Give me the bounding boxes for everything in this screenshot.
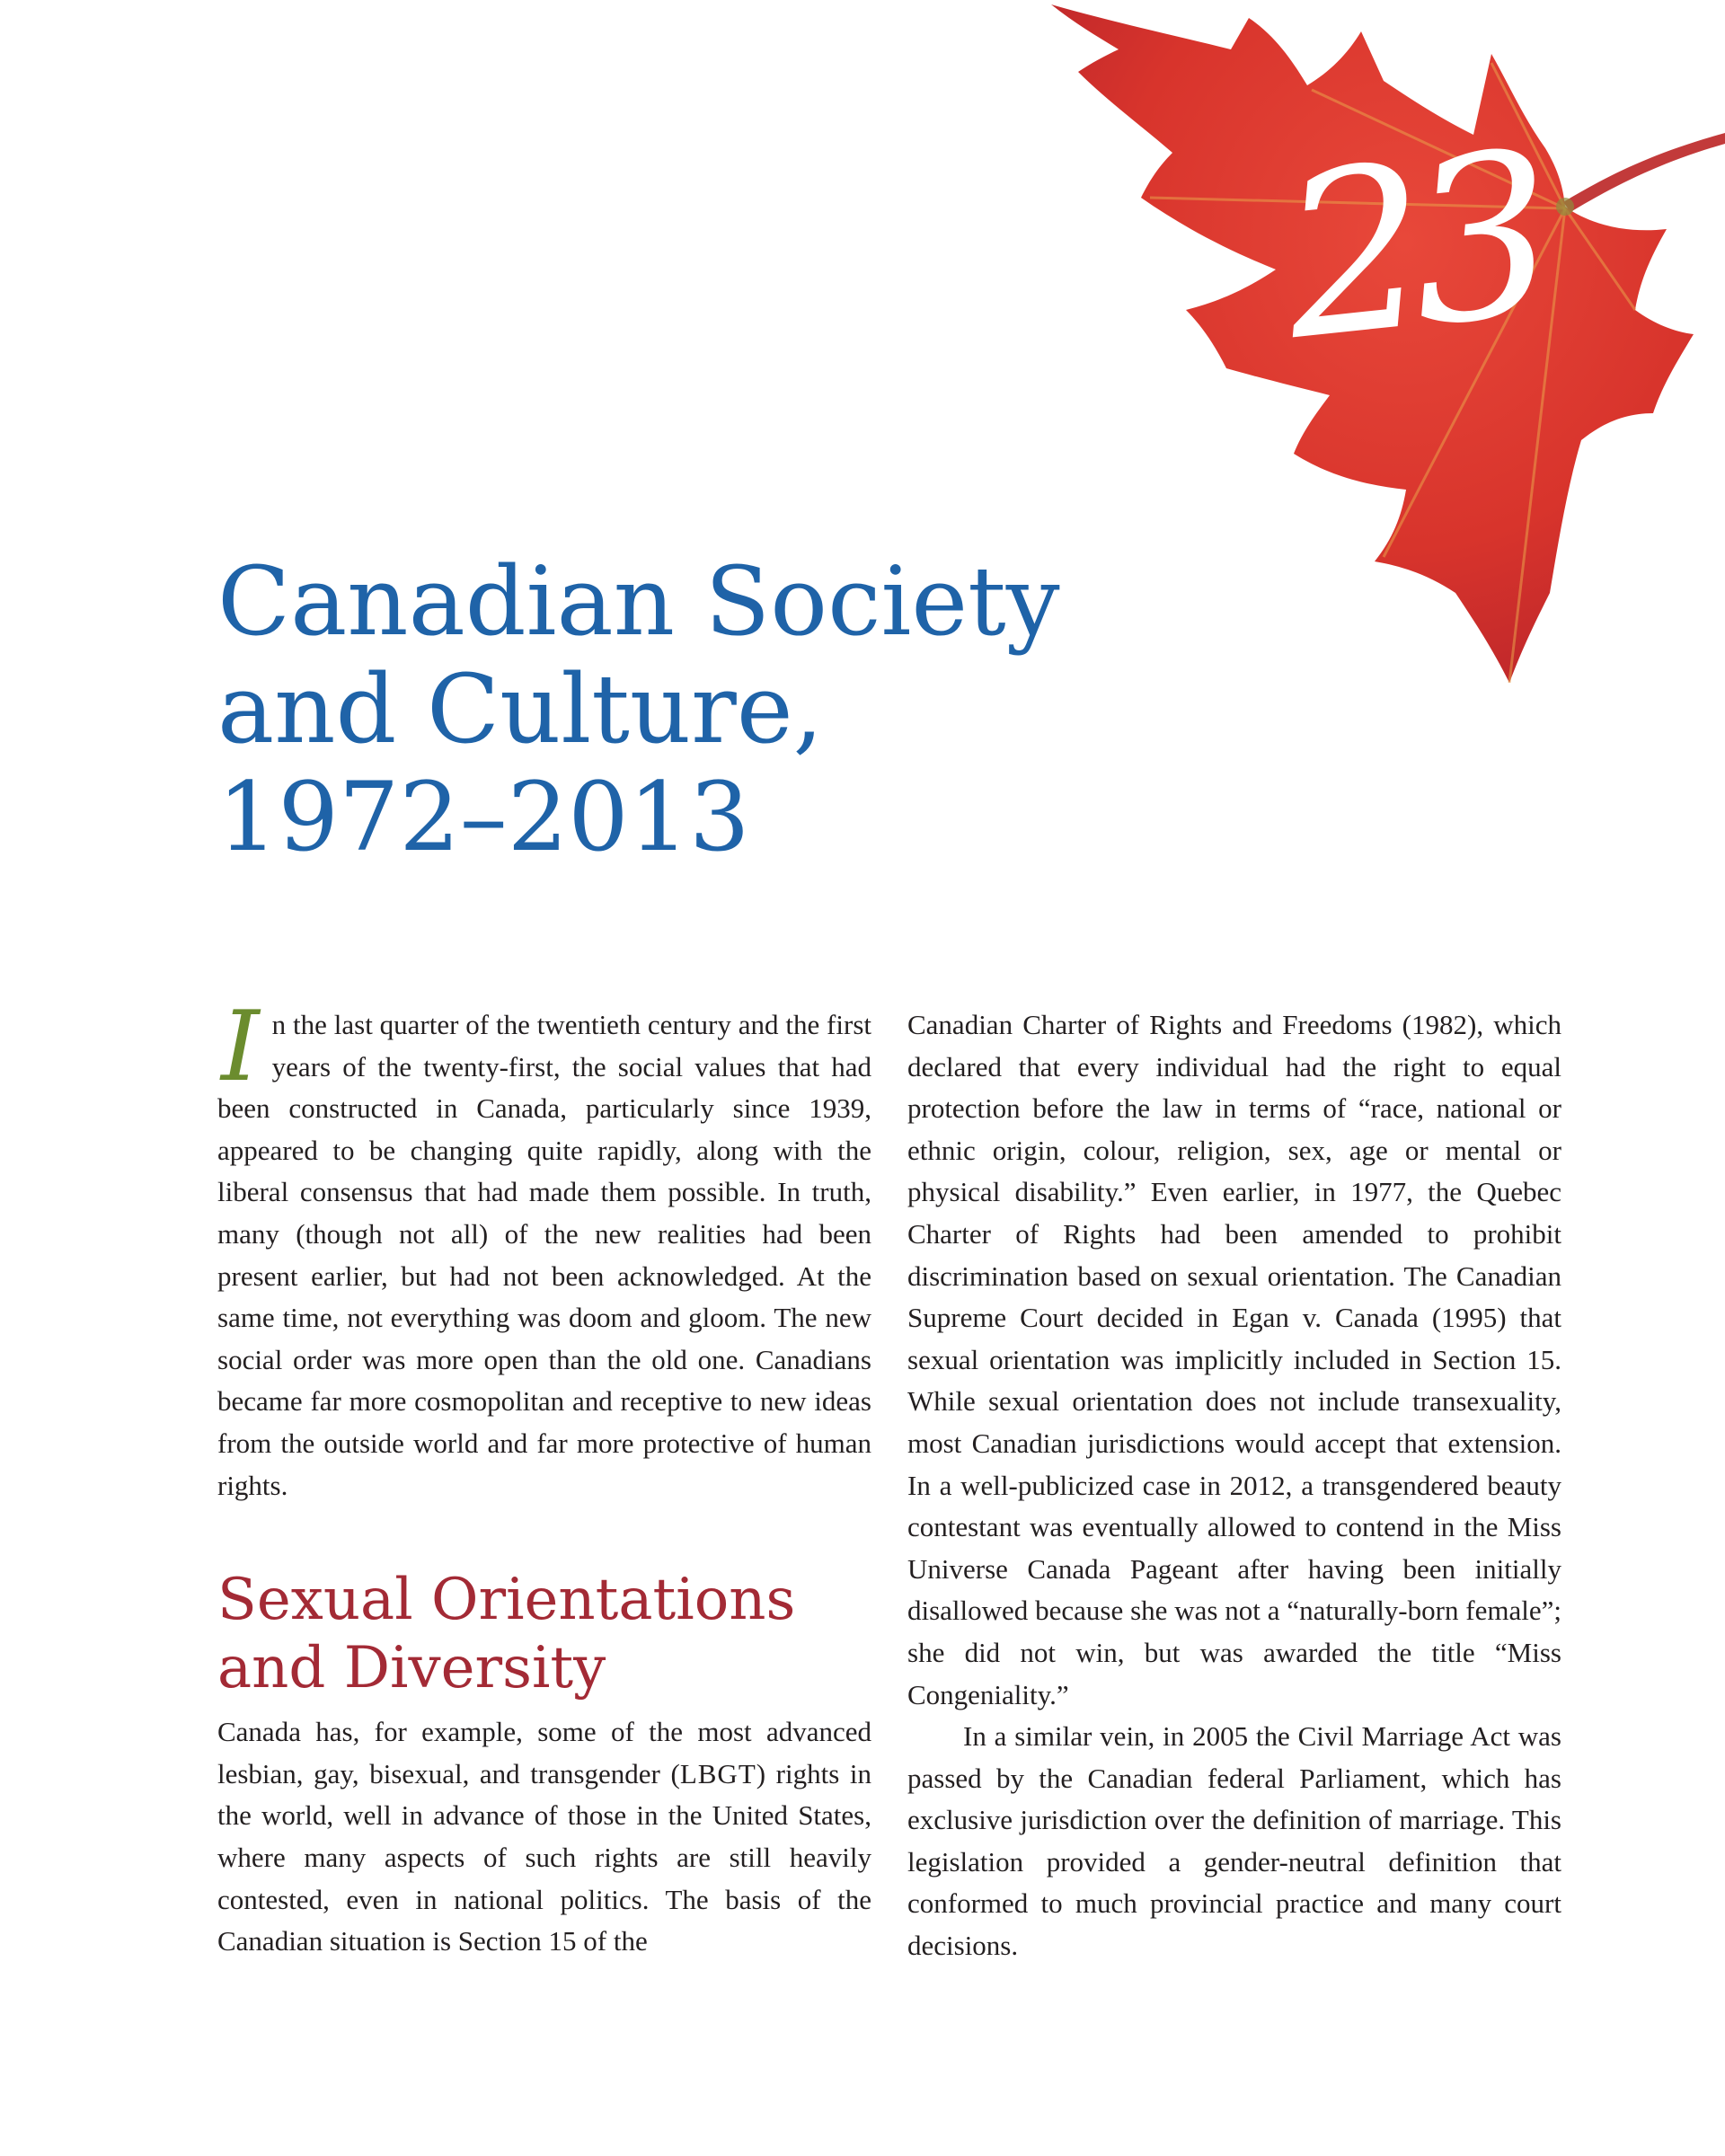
chapter-title-line-3: 1972–2013 [217, 762, 750, 872]
section-heading-line-1: Sexual Orientations [217, 1567, 796, 1634]
intro-paragraph [217, 991, 871, 1507]
right-column [907, 1004, 1561, 1967]
chapter-number: 23 [1271, 103, 1552, 390]
lbgt-abbreviation: LBGT [679, 1757, 756, 1789]
intro-text: n the last quarter of the twentieth century and the first years of the twenty-first, the social values that had been constructed in Canada, particularly since 1939, appeared to be changing quite rapidly, along with the liberal consensus that had made them possible. In truth, many (though not all) of the new realities had been present earlier, but had not been acknowledged. At the same time, not everything was doom and gloom. The new social order was more open than the old one. Canadians became far more cosmopolitan and receptive to new ideas from the outside world and far more protective of human rights. [217, 1009, 871, 1501]
chapter-title-line-2: and Culture, [217, 654, 824, 764]
left-column [217, 991, 871, 1963]
drop-cap: I [221, 991, 260, 1103]
chapter-title-line-1: Canadian Society [217, 546, 1060, 657]
section-paragraph-1 [217, 1711, 871, 1963]
chapter-title [217, 548, 1116, 871]
section-heading-line-2: and Diversity [217, 1635, 606, 1702]
section-heading [217, 1566, 871, 1702]
para1-before: Canada has, for example, some of the most advanced lesbian, gay, bisexual, and transgender ( [217, 1716, 871, 1789]
para1-after: ) rights in the world, well in advance of those in the United States, where many aspects of such rights are still heavily contested, even in national politics. The basis of the Canadian situation is Section 15 of the [217, 1757, 871, 1957]
section-paragraph-1-continued: Canadian Charter of Rights and Freedoms (1982), which declared that every individual had the right to equal protection before the law in terms of “race, national or ethnic origin, colour, religion, sex, age or mental or physical disability.” Even earlier, in 1977, the Quebec Charter of Rights had been amended to prohibit discrimination based on sexual orientation. The Canadian Supreme Court decided in Egan v. Canada (1995) that sexual orientation was implicitly included in Section 15. While sexual orientation does not include transexuality, most Canadian jurisdictions would accept that extension. In a well-publicized case in 2012, a transgendered beauty contestant was eventually allowed to contend in the Miss Universe Canada Pageant after having been initially disallowed because she was not a “naturally-born female”; she did not win, but was awarded the title “Miss Congeniality.” [907, 1009, 1561, 1710]
section-paragraph-2: In a similar vein, in 2005 the Civil Marriage Act was passed by the Canadian federal Parliament, which has exclusive jurisdiction over the definition of marriage. This legislation provided a gender-neutral definition that conformed to much provincial practice and many court decisions. [907, 1720, 1561, 1962]
